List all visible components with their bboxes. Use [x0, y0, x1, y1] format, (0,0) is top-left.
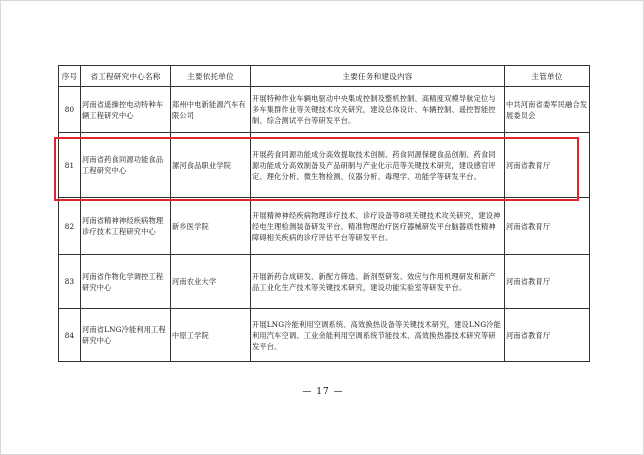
supervising-dept: 河南省教育厅: [505, 309, 590, 362]
host-unit: 河南农业大学: [171, 255, 251, 309]
header-tasks: 主要任务和建设内容: [251, 66, 505, 87]
table-header-row: [59, 66, 590, 87]
center-name: 河南省作物化学调控工程研究中心: [81, 255, 171, 309]
header-unit: 主要依托单位: [171, 66, 251, 87]
row-number: 81: [59, 133, 81, 198]
table-row: [59, 309, 590, 362]
host-unit: 漯河食品职业学院: [171, 133, 251, 198]
header-dept: 主管单位: [505, 66, 590, 87]
row-number: 82: [59, 198, 81, 255]
engineering-center-table: [58, 65, 590, 362]
tasks-content: 开展精神神经疾病物理诊疗技术、诊疗设备等8项关键技术攻关研究，建设神经电生理检测装备研发平台、精准物理治疗医疗器械研发平台脑器质性精神障碍相关疾病的诊疗评估平台等研发平台。: [251, 198, 505, 255]
center-name: 河南省遥操控电动特种车辆工程研究中心: [81, 87, 171, 133]
tasks-content: 开展新药合成研发、新配方筛选、新剂型研发、效应与作用机理研发和新产品工业化生产技术等关键技术研究，建设功能实验室等研发平台。: [251, 255, 505, 309]
row-number: 83: [59, 255, 81, 309]
table-row: [59, 255, 590, 309]
tasks-content: 开展LNG冷能利用空调系统、高效换热设备等关键技术研究，建设LNG冷能利用汽车空调、工业余能利用空调系统节能技术、高效换热器技术研究等研发平台。: [251, 309, 505, 362]
supervising-dept: 中共河南省委军民融合发展委员会: [505, 87, 590, 133]
page-number: — 17 —: [302, 387, 344, 397]
tasks-content: 开展特种作业车辆电驱动中央集成控制及整机控制、高精度双模导航定位与多车集群作业等关键技术攻关研究，建设总体设计、车辆控制、遥控智能控制、综合测试平台等研发平台。: [251, 87, 505, 133]
supervising-dept: 河南省教育厅: [505, 198, 590, 255]
table-row: [59, 198, 590, 255]
center-name: 河南省LNG冷能利用工程研究中心: [81, 309, 171, 362]
row-number: 80: [59, 87, 81, 133]
table-row: [59, 87, 590, 133]
header-name: 省工程研究中心名称: [81, 66, 171, 87]
header-no: 序号: [59, 66, 81, 87]
host-unit: 郑州中电新能源汽车有限公司: [171, 87, 251, 133]
host-unit: 中原工学院: [171, 309, 251, 362]
table-row-highlighted: [59, 133, 590, 198]
supervising-dept: 河南省教育厅: [505, 133, 590, 198]
row-number: 84: [59, 309, 81, 362]
tasks-content: 开展药食同源功能成分高效提取技术创制、药食同源保健食品创制、药食同源功能成分高效制备及产品研制与产业化示范等关键技术研究，建设感官评定、理化分析、微生物检测、仪器分析、毒理学、功能学等研发平台。: [251, 133, 505, 198]
host-unit: 新乡医学院: [171, 198, 251, 255]
center-name: 河南省药食同源功能食品工程研究中心: [81, 133, 171, 198]
supervising-dept: 河南省教育厅: [505, 255, 590, 309]
center-name: 河南省精神神经疾病物理诊疗技术工程研究中心: [81, 198, 171, 255]
